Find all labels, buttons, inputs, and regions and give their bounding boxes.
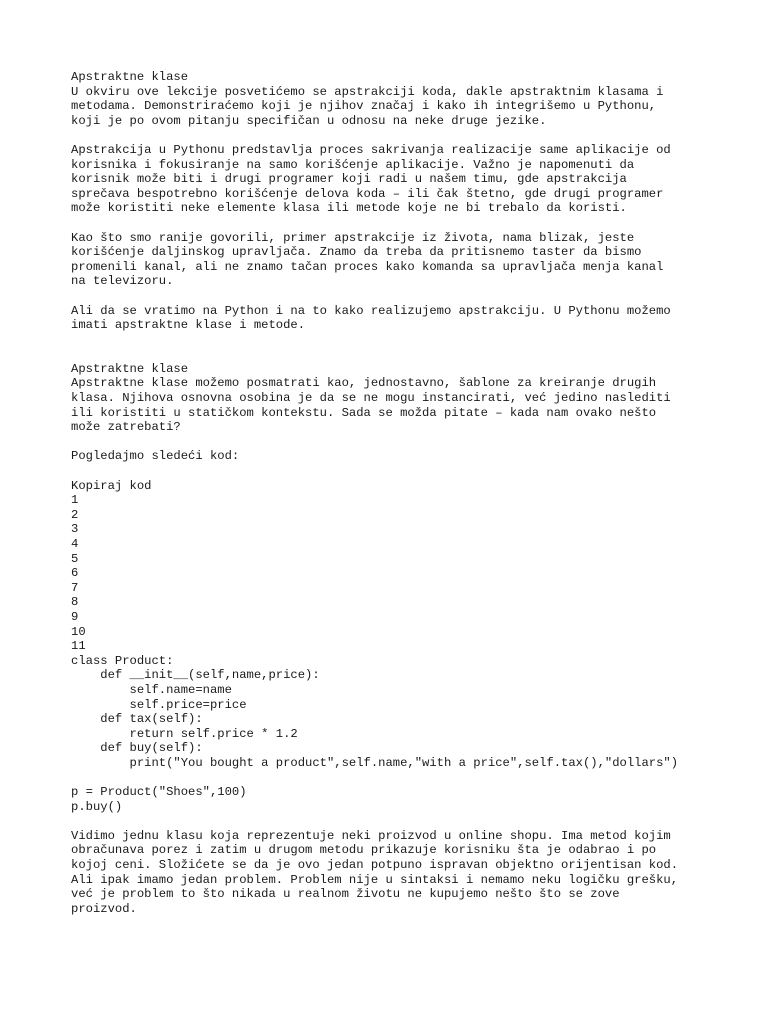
code-line: print("You bought a product",self.name,"with a price",self.tax(),"dollars") bbox=[71, 755, 679, 770]
paragraph: Pogledajmo sledeći kod: bbox=[71, 449, 240, 464]
code-line: self.price=price bbox=[71, 697, 247, 712]
line-number: 7 bbox=[71, 580, 79, 595]
code-block bbox=[71, 654, 761, 815]
document-page bbox=[71, 70, 761, 916]
code-line: p.buy() bbox=[71, 799, 123, 814]
code-line: self.name=name bbox=[71, 682, 232, 697]
line-number: 5 bbox=[71, 551, 79, 566]
code-line: return self.price * 1.2 bbox=[71, 726, 298, 741]
line-number: 2 bbox=[71, 507, 79, 522]
paragraph: Ali da se vratimo na Python i na to kako realizujemo apstrakciju. U Pythonu možemo imati apstraktne klase i metode. bbox=[71, 303, 671, 333]
copy-code-link[interactable]: Kopiraj kod bbox=[71, 478, 152, 493]
line-number: 6 bbox=[71, 566, 79, 581]
code-line: p = Product("Shoes",100) bbox=[71, 785, 247, 800]
paragraph: Kao što smo ranije govorili, primer apstrakcije iz života, nama blizak, jeste korišćenje daljinskog upravljača. Znamo da treba da pritisnemo taster da bismo promenili kanal, ali ne znamo tačan proces kako komanda sa upravljača menja kanal na televizoru. bbox=[71, 230, 664, 289]
line-number: 3 bbox=[71, 522, 79, 537]
section-heading: Apstraktne klase bbox=[71, 361, 189, 376]
line-number: 11 bbox=[71, 639, 86, 654]
code-line-numbers bbox=[71, 493, 761, 654]
line-number: 9 bbox=[71, 609, 79, 624]
code-line: class Product: bbox=[71, 653, 174, 668]
line-number: 4 bbox=[71, 537, 79, 551]
line-number: 10 bbox=[71, 624, 86, 639]
code-line: def __init__(self,name,price): bbox=[71, 668, 320, 683]
paragraph: Vidimo jednu klasu koja reprezentuje neki proizvod u online shopu. Ima metod kojim obračunava porez i zatim u drugom metodu prikazuje korisniku šta je odabrao i po kojoj ceni. Složićete se da je ovo jedan potpuno ispravan objektno orijentisan kod. Ali ipak imamo jedan problem. Problem nije u sintaksi i nemamo neku logičku grešku, već je problem to što nikada u realnom životu ne kupujemo nešto što se zove proizvod. bbox=[71, 828, 679, 916]
line-number: 1 bbox=[71, 493, 79, 508]
paragraph: Apstrakcija u Pythonu predstavlja proces sakrivanja realizacije same aplikacije od korisnika i fokusiranje na samo korišćenje aplikacije. Važno je napomenuti da korisnik može biti i drugi programer koji radi u našem timu, gde apstrakcija sprečava bespotrebno korišćenje delova koda – ili čak štetno, gde drugi programer može koristiti neke elemente klasa ili metode koje ne bi trebalo da koristi. bbox=[71, 142, 671, 216]
line-number: 8 bbox=[71, 595, 79, 610]
code-line: def buy(self): bbox=[71, 741, 203, 756]
paragraph: U okviru ove lekcije posvetićemo se apstrakciji koda, dakle apstraktnim klasama i metodama. Demonstriraćemo koji je njihov značaj i kako ih integrišemo u Pythonu, koji je po ovom pitanju specifičan u odnosu na neke druge jezike. bbox=[71, 84, 664, 128]
code-line: def tax(self): bbox=[71, 712, 203, 727]
paragraph: Apstraktne klase možemo posmatrati kao, jednostavno, šablone za kreiranje drugih klasa. Njihova osnovna osobina je da se ne mogu instancirati, već jedino naslediti ili koristiti u statičkom kontekstu. Sada se možda pitate – kada nam ovako nešto može zatrebati? bbox=[71, 376, 671, 435]
section-heading: Apstraktne klase bbox=[71, 70, 189, 84]
